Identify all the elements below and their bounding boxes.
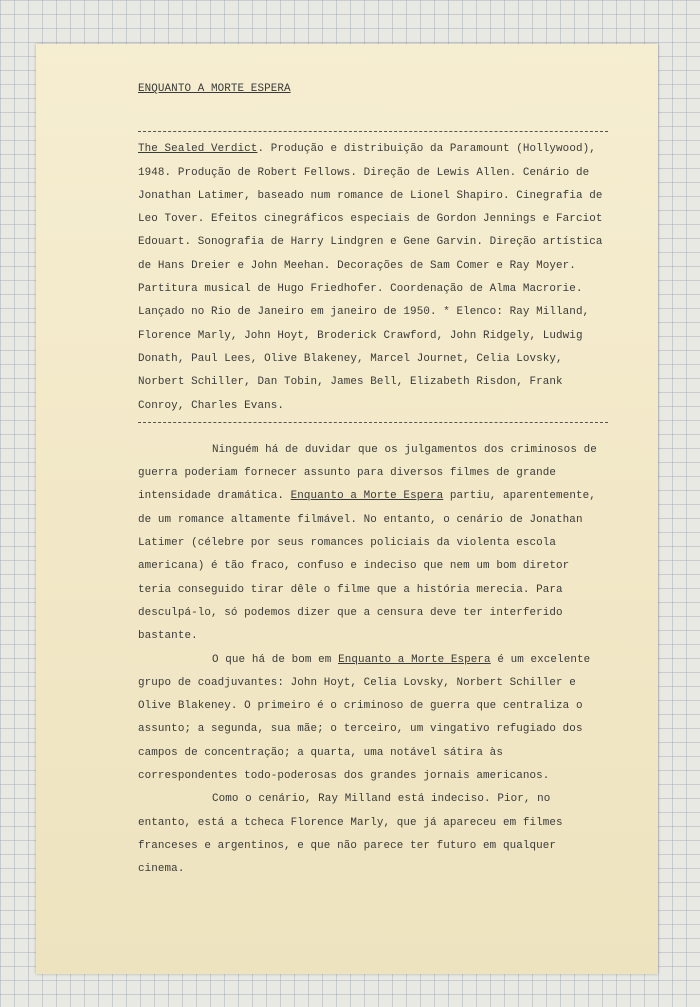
paragraph-2-start: O que há de bom em bbox=[212, 653, 339, 666]
top-divider bbox=[138, 131, 608, 132]
credits-text: . Produção e distribuição da Paramount (Hollywood), 1948. Produção de Robert Fellows. Direção de Lewis Allen. Cenário de Jonathan Latimer, baseado num romance de Lionel Shapiro. Cinegrafia de Leo Tover. Efeitos cinegráficos especiais de Gordon Jennings e Farciot Edouart. Sonografia de Harry Lindgren e Gene Garvin. Direção artística de Hans Dreier e John Meehan. Decorações de Sam Comer e Ray Moyer. Partitura musical de Hugo Friedhofer. Coordenação de Alma Macrorie. Lançado no Rio de Janeiro em janeiro de 1950. * Elenco: Ray Milland, Florence Marly, John Hoyt, Broderick Crawford, John Ridgely, Ludwig Donath, Paul Lees, Olive Blakeney, Marcel Journet, Celia Lovsky, Norbert Schiller, Dan Tobin, James Bell, Elizabeth Risdon, Frank Conroy, Charles Evans. bbox=[138, 143, 603, 412]
film-title-ref: Enquanto a Morte Espera bbox=[338, 653, 491, 666]
review-paragraph-1 bbox=[138, 439, 608, 649]
paragraph-1-end: partiu, aparentemente, de um romance altamente filmável. No entanto, o cenário de Jonathan Latimer (célebre por seus romances policiais da violenta escola americana) é tão fraco, confuso e indeciso que nem um bom diretor teria conseguido tirar dêle o filme que a história merecia. Para desculpá-lo, só podemos dizer que a censura deve ter interferido bastante. bbox=[138, 490, 596, 643]
review-paragraph-2 bbox=[138, 649, 608, 789]
typewritten-review bbox=[138, 78, 608, 882]
review-paragraph-3: Como o cenário, Ray Milland está indeciso. Pior, no entanto, está a tcheca Florence Marly, que já apareceu em filmes franceses e argentinos, e que não parece ter futuro em qualquer cinema. bbox=[138, 793, 563, 876]
review-heading: ENQUANTO A MORTE ESPERA bbox=[138, 83, 291, 95]
film-title-ref: Enquanto a Morte Espera bbox=[290, 490, 444, 503]
paragraph-2-end: é um excelente grupo de coadjuvantes: John Hoyt, Celia Lovsky, Norbert Schiller e Olive Blakeney. O primeiro é o criminoso de guerra que centraliza o assunto; a segunda, sua mãe; o terceiro, um vingativo refugiado dos campos de concentração; a quarta, uma notável sátira às correspondentes todo-poderosas dos grandes jornais americanos. bbox=[138, 653, 591, 783]
original-title: The Sealed Verdict bbox=[138, 143, 258, 156]
credits-paragraph bbox=[138, 138, 608, 418]
bottom-divider bbox=[138, 422, 608, 423]
paragraph-1-start: Ninguém há de duvidar que os julgamentos dos criminosos de guerra poderiam fornecer assunto para diversos filmes de grande intensidade dramática. bbox=[138, 443, 597, 503]
